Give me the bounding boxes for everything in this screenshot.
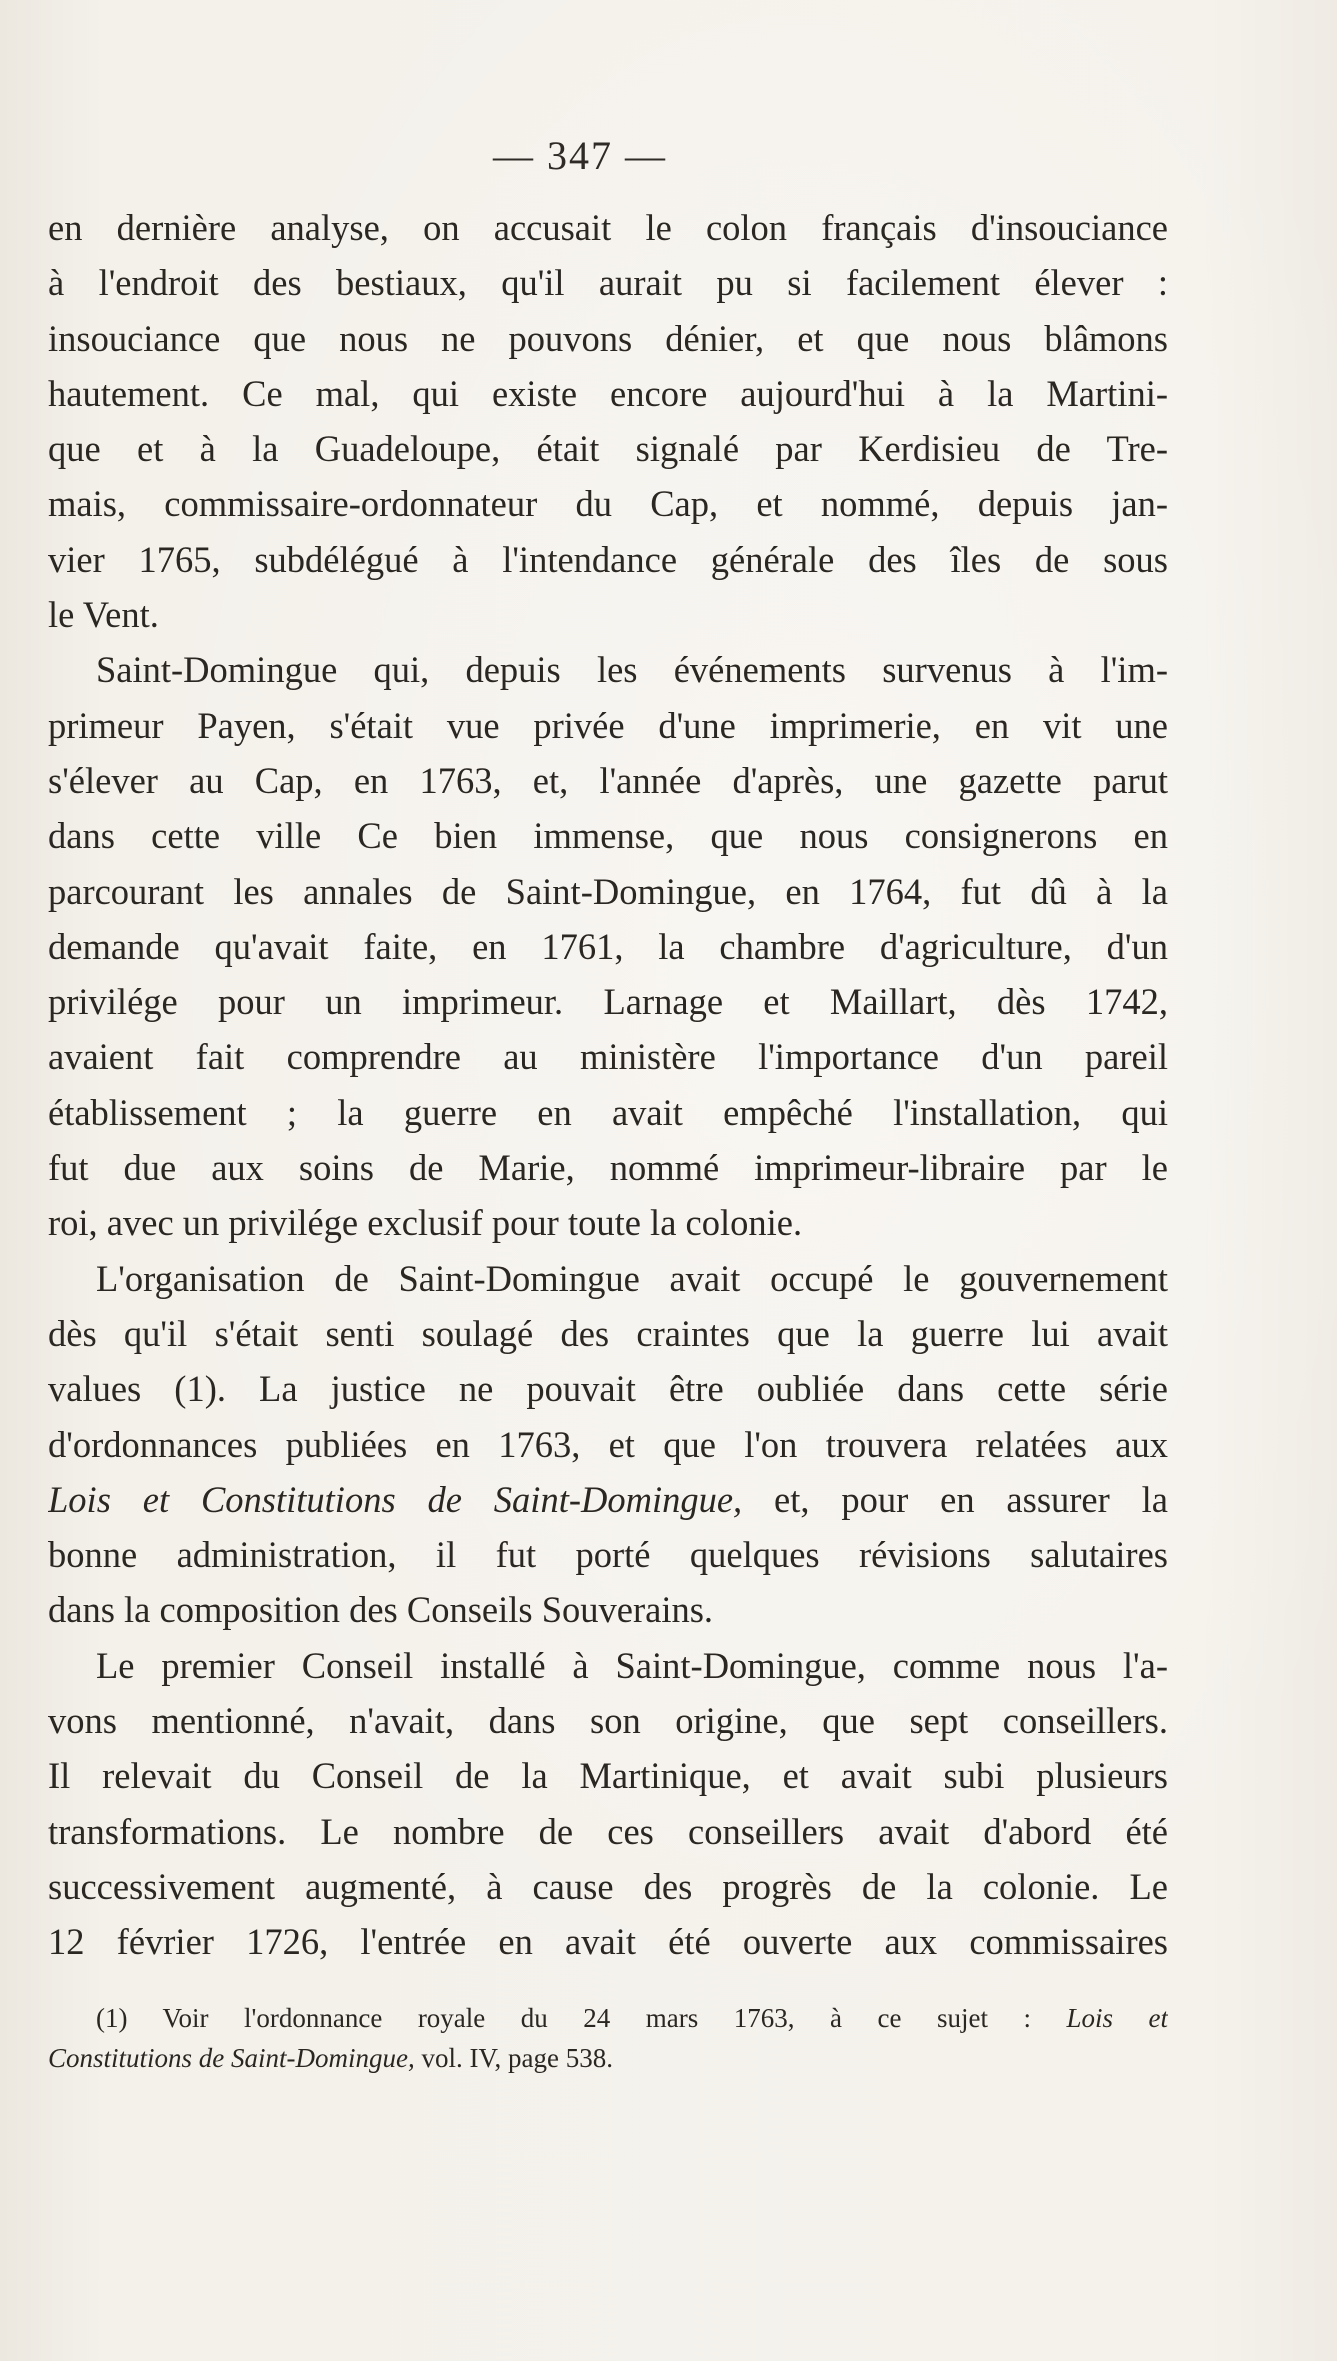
italic-citation: Lois et Constitutions de Saint-Domingue, [48, 1478, 743, 1520]
text-line: hautement. Ce mal, qui existe encore aujourd'hui à la Martini- [48, 372, 1168, 414]
text-line: mais, commissaire-ordonnateur du Cap, et nommé, depuis jan- [48, 483, 1168, 525]
text-line: en dernière analyse, on accusait le colon français d'insouciance [48, 207, 1168, 248]
text-line: dans cette ville Ce bien immense, que nous consignerons en [48, 815, 1168, 857]
footnote-line [48, 1998, 1168, 2038]
text-line: établissement ; la guerre en avait empêché l'installation, qui [48, 1091, 1168, 1133]
text-line: le Vent. [48, 594, 159, 636]
footnote-line [48, 2038, 1168, 2078]
footnote [48, 1998, 1168, 2078]
paragraph-1 [48, 200, 1168, 642]
text-line: demande qu'avait faite, en 1761, la chambre d'agriculture, d'un [48, 925, 1168, 967]
text-line: roi, avec un privilége exclusif pour toute la colonie. [48, 1202, 803, 1244]
text-line: privilége pour un imprimeur. Larnage et Maillart, dès 1742, [48, 981, 1168, 1023]
text-line: avaient fait comprendre au ministère l'importance d'un pareil [48, 1036, 1168, 1078]
text-line: primeur Payen, s'était vue privée d'une imprimerie, en vit une [48, 704, 1168, 746]
footnote-italic: Lois et [1066, 2003, 1168, 2033]
text-line: à l'endroit des bestiaux, qu'il aurait pu si facilement élever : [48, 262, 1168, 304]
text-line: Saint-Domingue qui, depuis les événements survenus à l'im- [96, 649, 1168, 691]
text-line: dès qu'il s'était senti soulagé des craintes que la guerre lui avait [48, 1312, 1168, 1354]
text-line: s'élever au Cap, en 1763, et, l'année d'après, une gazette parut [48, 759, 1168, 801]
text-line: d'ordonnances publiées en 1763, et que l'on trouvera relatées aux [48, 1423, 1168, 1465]
body-text [48, 200, 1168, 1970]
paragraph-4 [48, 1638, 1168, 1970]
text-line: dans la composition des Conseils Souverains. [48, 1589, 714, 1631]
text-line: vier 1765, subdélégué à l'intendance générale des îles de sous [48, 538, 1168, 580]
footnote-italic: Constitutions de Saint-Domingue, [48, 2043, 415, 2073]
text-line: parcourant les annales de Saint-Domingue, en 1764, fut dû à la [48, 870, 1168, 912]
text-line: bonne administration, il fut porté quelques révisions salutaires [48, 1534, 1168, 1576]
text-line: fut due aux soins de Marie, nommé imprimeur-libraire par le [48, 1147, 1168, 1189]
text-line: Il relevait du Conseil de la Martinique, et avait subi plusieurs [48, 1755, 1168, 1797]
text-line-italic [48, 1472, 1168, 1527]
paragraph-2 [48, 642, 1168, 1250]
text-line: que et à la Guadeloupe, était signalé par Kerdisieu de Tre- [48, 428, 1168, 470]
text-line: 12 février 1726, l'entrée en avait été ouverte aux commissaires [48, 1921, 1168, 1963]
text-line: L'organisation de Saint-Domingue avait occupé le gouvernement [96, 1257, 1168, 1299]
footnote-text: vol. IV, page 538. [414, 2043, 613, 2073]
text-line: insouciance que nous ne pouvons dénier, et que nous blâmons [48, 317, 1168, 359]
paragraph-3 [48, 1251, 1168, 1638]
text-line: vons mentionné, n'avait, dans son origine, que sept conseillers. [48, 1700, 1168, 1742]
text-line: values (1). La justice ne pouvait être oubliée dans cette série [48, 1368, 1168, 1410]
text-line: successivement augmenté, à cause des progrès de la colonie. Le [48, 1865, 1168, 1907]
page-number: — 347 — [493, 133, 667, 178]
text-line: transformations. Le nombre de ces conseillers avait d'abord été [48, 1810, 1168, 1852]
citation-continuation: et, pour en assurer la [742, 1478, 1168, 1520]
footnote-text: (1) Voir l'ordonnance royale du 24 mars 1763, à ce sujet : [96, 2003, 1067, 2033]
text-line: Le premier Conseil installé à Saint-Domingue, comme nous l'a- [96, 1644, 1168, 1686]
